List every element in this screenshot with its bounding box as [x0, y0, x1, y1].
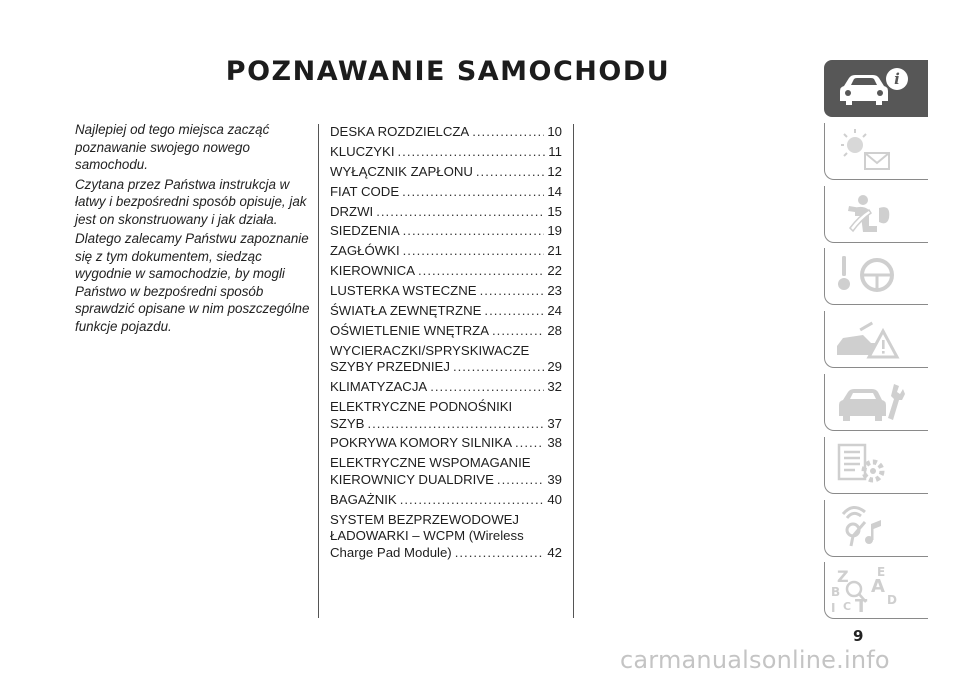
- toc-entry-drzwi[interactable]: [330, 204, 562, 221]
- toc-label: KLUCZYKI: [330, 143, 395, 159]
- tab-technical-data[interactable]: [824, 437, 928, 494]
- toc-entry-oswietlenie-wnetrza[interactable]: [330, 323, 562, 340]
- toc-label-prefix: ELEKTRYCZNE WSPOMAGANIE: [330, 455, 531, 471]
- toc-label: DRZWI: [330, 203, 374, 219]
- toc-page-number: 39: [547, 471, 562, 487]
- alphabetical-index-icon: [825, 562, 929, 619]
- toc-entry-wycieraczki[interactable]: [330, 343, 562, 376]
- toc-label-prefix: ELEKTRYCZNE PODNOŚNIKI: [330, 399, 513, 415]
- toc-leader-dots: [472, 124, 544, 141]
- toc-leader-dots: [492, 323, 544, 340]
- toc-page-number: 10: [547, 124, 562, 139]
- toc-label: DESKA ROZDZIELCZA: [330, 124, 470, 139]
- car-info-icon: [824, 60, 928, 117]
- toc-leader-dots: [480, 283, 545, 300]
- toc-entry-podnosniki-szyb[interactable]: [330, 399, 562, 432]
- toc-entry-deska-rozdzielcza[interactable]: [330, 124, 562, 141]
- toc-leader-dots: [430, 379, 544, 396]
- toc-label: KIEROWNICA: [330, 263, 415, 279]
- toc-page-number: 42: [547, 544, 562, 560]
- intro-paragraph: Czytana przez Państwa instrukcja w łatwy i bezpośredni sposób opisuje, jak jest on skonstruowany i jak działa.: [75, 176, 307, 227]
- toc-page-number: 32: [547, 379, 562, 395]
- toc-entry-zaglowki[interactable]: [330, 243, 562, 260]
- toc-label: KIEROWNICY DUALDRIVE: [330, 471, 494, 487]
- toc-page-number: 15: [547, 203, 562, 219]
- toc-label: POKRYWA KOMORY SILNIKA: [330, 435, 512, 451]
- toc-page-number: 37: [547, 415, 562, 431]
- toc-entry-wcpm[interactable]: [330, 512, 562, 562]
- intro-paragraph: Najlepiej od tego miejsca zacząć poznawanie swojego nowego samochodu.: [75, 122, 270, 172]
- tab-starting-and-driving[interactable]: [824, 248, 928, 305]
- toc-label-prefix: WYCIERACZKI/SPRYSKIWACZE: [330, 342, 530, 358]
- toc-page-number: 14: [547, 183, 562, 199]
- toc-leader-dots: [453, 359, 544, 376]
- toc-label-prefix: SYSTEM BEZPRZEWODOWEJ ŁADOWARKI – WCPM (Wireless: [330, 511, 524, 544]
- toc-page-number: 23: [547, 283, 562, 299]
- index-letter: I: [831, 601, 836, 616]
- index-letter: D: [887, 593, 897, 608]
- index-letter: T: [855, 596, 868, 618]
- index-letter: C: [843, 600, 852, 614]
- toc-leader-dots: [367, 416, 544, 433]
- toc-leader-dots: [515, 435, 544, 452]
- toc-page-number: 24: [547, 303, 562, 319]
- toc-label: Charge Pad Module): [330, 544, 452, 560]
- toc-label: SZYBY PRZEDNIEJ: [330, 359, 450, 375]
- page-title: POZNAWANIE SAMOCHODU: [225, 56, 671, 87]
- table-of-contents: [330, 124, 562, 565]
- index-letter: E: [877, 565, 886, 580]
- seat-belt-airbag-icon: [825, 186, 929, 243]
- toc-leader-dots: [418, 263, 544, 280]
- toc-label: OŚWIETLENIE WNĘTRZA: [330, 322, 489, 338]
- toc-entry-pokrywa-silnika[interactable]: [330, 435, 562, 452]
- tab-multimedia[interactable]: [824, 500, 928, 557]
- car-wrench-icon: [825, 374, 929, 431]
- toc-leader-dots: [398, 144, 546, 161]
- toc-page-number: 12: [547, 163, 562, 179]
- technical-data-gear-icon: [825, 437, 929, 494]
- toc-page-number: 38: [547, 435, 562, 451]
- toc-entry-siedzenia[interactable]: [330, 223, 562, 240]
- toc-entry-lusterka-wsteczne[interactable]: [330, 283, 562, 300]
- toc-leader-dots: [476, 164, 544, 181]
- toc-entry-kluczyki[interactable]: [330, 144, 562, 161]
- toc-leader-dots: [403, 243, 545, 260]
- toc-label: WYŁĄCZNIK ZAPŁONU: [330, 163, 473, 179]
- toc-leader-dots: [400, 492, 545, 509]
- toc-leader-dots: [376, 204, 544, 221]
- toc-page-number: 40: [547, 491, 562, 507]
- index-letter: Z: [837, 567, 849, 587]
- toc-label: LUSTERKA WSTECZNE: [330, 283, 477, 299]
- toc-entry-kierownica[interactable]: [330, 263, 562, 280]
- intro-text: [75, 121, 310, 337]
- toc-label: SZYB: [330, 415, 365, 431]
- toc-leader-dots: [455, 545, 545, 562]
- toc-entry-wspomaganie-kierownicy[interactable]: [330, 455, 562, 488]
- intro-paragraph: Dlatego zalecamy Państwu zapoznanie się z tym dokumentem, siedząc wygodnie w samochodzie, by mogli Państwo w bezpośredni sposób sprawdzić opisane w nim poszczególne funkcje pojazdu.: [75, 231, 310, 334]
- column-divider-right: [573, 124, 574, 618]
- tab-getting-to-know-car[interactable]: [824, 60, 928, 117]
- column-divider-left: [318, 124, 319, 618]
- svg-text:i: i: [894, 70, 900, 88]
- toc-leader-dots: [497, 472, 544, 489]
- toc-entry-klimatyzacja[interactable]: [330, 379, 562, 396]
- toc-leader-dots: [484, 303, 544, 320]
- toc-entry-wylacznik-zaplonu[interactable]: [330, 164, 562, 181]
- key-steering-wheel-icon: [825, 248, 929, 305]
- page-number: 9: [853, 627, 864, 645]
- toc-entry-bagaznik[interactable]: [330, 492, 562, 509]
- tab-emergency[interactable]: [824, 311, 928, 368]
- toc-entry-fiat-code[interactable]: [330, 184, 562, 201]
- toc-page-number: 28: [547, 322, 562, 338]
- toc-page-number: 19: [547, 223, 562, 239]
- chapter-tabs: [824, 60, 928, 625]
- toc-page-number: 11: [548, 143, 562, 159]
- index-letter: A: [871, 576, 885, 598]
- toc-label: ZAGŁÓWKI: [330, 243, 400, 259]
- tab-safety[interactable]: [824, 186, 928, 243]
- multimedia-music-icon: [825, 500, 929, 557]
- toc-label: FIAT CODE: [330, 183, 400, 199]
- toc-label: SIEDZENIA: [330, 223, 400, 239]
- toc-leader-dots: [402, 184, 544, 201]
- toc-label: BAGAŻNIK: [330, 491, 397, 507]
- toc-leader-dots: [403, 223, 545, 240]
- toc-page-number: 29: [547, 359, 562, 375]
- toc-label: ŚWIATŁA ZEWNĘTRZNE: [330, 303, 482, 319]
- toc-label: KLIMATYZACJA: [330, 379, 428, 395]
- emergency-car-icon: [825, 311, 929, 368]
- warning-lights-mail-icon: [825, 123, 929, 180]
- tab-warning-lights[interactable]: [824, 123, 928, 180]
- toc-page-number: 22: [547, 263, 562, 279]
- tab-maintenance[interactable]: [824, 374, 928, 431]
- index-letter: B: [831, 585, 841, 600]
- toc-page-number: 21: [547, 243, 562, 259]
- watermark: carmanualsonline.info: [620, 646, 890, 674]
- tab-index[interactable]: [824, 562, 928, 619]
- toc-entry-swiatla-zewnetrzne[interactable]: [330, 303, 562, 320]
